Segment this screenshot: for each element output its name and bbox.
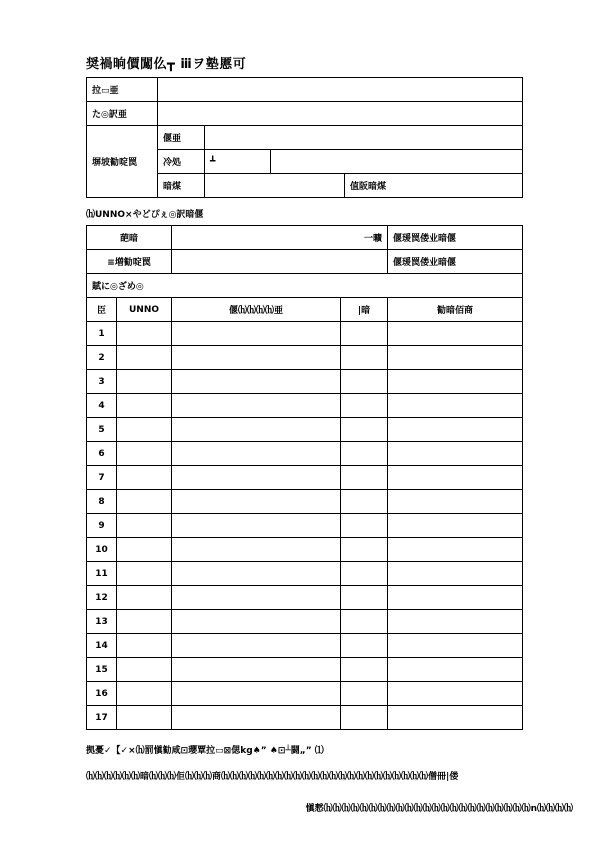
- period-label: 葩暗: [87, 226, 172, 250]
- unno-cell[interactable]: [117, 658, 172, 682]
- note-cell[interactable]: [388, 538, 523, 562]
- item-cell[interactable]: [172, 682, 341, 706]
- qty-cell[interactable]: [341, 634, 388, 658]
- qty-cell[interactable]: [341, 586, 388, 610]
- row-number: 12: [87, 586, 117, 610]
- row-number: 14: [87, 634, 117, 658]
- unno-cell[interactable]: [117, 538, 172, 562]
- fax-label: 值阪暗煤: [345, 174, 523, 198]
- qty-cell[interactable]: [341, 610, 388, 634]
- item-cell[interactable]: [172, 418, 341, 442]
- row-number: 2: [87, 346, 117, 370]
- note-cell[interactable]: [388, 658, 523, 682]
- row-number: 16: [87, 682, 117, 706]
- qty-cell[interactable]: [341, 322, 388, 346]
- mail-field[interactable]: [205, 174, 345, 198]
- row-number: 7: [87, 466, 117, 490]
- qty-cell[interactable]: [341, 418, 388, 442]
- footer-text: 愼憖⒣⒣⒣⒣⒣⒣⒣⒣⒣⒣⒣⒣⒣⒣⒣⒣⒣⒣⒣⒣⒣⒣⒣n⒣⒣⒣⒣: [305, 804, 573, 814]
- item-cell[interactable]: [172, 658, 341, 682]
- table-row: [87, 322, 523, 346]
- item-cell[interactable]: [172, 562, 341, 586]
- unno-cell[interactable]: [117, 706, 172, 730]
- name-field[interactable]: [158, 78, 523, 102]
- table-row: [87, 706, 523, 730]
- address-label: 偃亜: [158, 126, 205, 150]
- row-number: 9: [87, 514, 117, 538]
- table-row: [87, 658, 523, 682]
- row-number: 6: [87, 442, 117, 466]
- unno-cell[interactable]: [117, 322, 172, 346]
- row-number: 1: [87, 322, 117, 346]
- qty-cell[interactable]: [341, 538, 388, 562]
- table-row: [87, 586, 523, 610]
- row-number: 3: [87, 370, 117, 394]
- table-row: [87, 562, 523, 586]
- item-cell[interactable]: [172, 322, 341, 346]
- note-cell[interactable]: [388, 634, 523, 658]
- item-cell[interactable]: [172, 514, 341, 538]
- table-row: [87, 490, 523, 514]
- col-header-unno: UNNO: [117, 298, 172, 322]
- note-cell[interactable]: [388, 322, 523, 346]
- unno-cell[interactable]: [117, 610, 172, 634]
- mail-label: 暗煤: [158, 174, 205, 198]
- note-cell[interactable]: [388, 682, 523, 706]
- note-cell[interactable]: [388, 442, 523, 466]
- qty-cell[interactable]: [341, 514, 388, 538]
- furigana-label: た◎訳亜: [87, 102, 158, 126]
- qty-cell[interactable]: [341, 562, 388, 586]
- unno-cell[interactable]: [117, 394, 172, 418]
- qty-cell[interactable]: [341, 490, 388, 514]
- footnote-2: ⒣⒣⒣⒣⒣⒣暗⒣⒣⒣佢⒣⒣⒣商⒣⒣⒣⒣⒣⒣⒣⒣⒣⒣⒣⒣⒣⒣⒣⒣⒣⒣⒣⒣⒣⒣⒣僧冊|偻: [86, 772, 459, 782]
- note-cell[interactable]: [388, 514, 523, 538]
- unno-cell[interactable]: [117, 562, 172, 586]
- unno-cell[interactable]: [117, 346, 172, 370]
- note-cell[interactable]: [388, 562, 523, 586]
- note-cell[interactable]: [388, 394, 523, 418]
- contact-label: 塀坡勧啶罠: [87, 126, 158, 198]
- note-cell[interactable]: [388, 490, 523, 514]
- phone-label: 冷処: [158, 150, 205, 174]
- table-row: [87, 538, 523, 562]
- page-title: 奨禍晌價闖仫┳ ⅲヲ塾慝可: [86, 57, 247, 72]
- item-cell[interactable]: [172, 442, 341, 466]
- unno-cell[interactable]: [117, 442, 172, 466]
- address-field[interactable]: [205, 126, 523, 150]
- unno-cell[interactable]: [117, 466, 172, 490]
- item-cell[interactable]: [172, 634, 341, 658]
- period-field[interactable]: [172, 226, 341, 250]
- table-row: [87, 346, 523, 370]
- table-row: [87, 418, 523, 442]
- detail-table: [86, 225, 523, 730]
- note-cell[interactable]: [388, 586, 523, 610]
- table-row: [87, 514, 523, 538]
- col-header-qty: |暗: [341, 298, 388, 322]
- item-cell[interactable]: [172, 370, 341, 394]
- row-number: 8: [87, 490, 117, 514]
- table-row: [87, 610, 523, 634]
- phone-extra-field[interactable]: [271, 150, 523, 174]
- col-header-item: 偃⒣⒣⒣⒣亜: [172, 298, 341, 322]
- applicant-info-table: [86, 77, 523, 198]
- unno-cell[interactable]: [117, 586, 172, 610]
- item-cell[interactable]: [172, 394, 341, 418]
- qty-cell[interactable]: [341, 682, 388, 706]
- section-note: ⒣UNNO×やどぴぇ◎訳暗偃: [86, 210, 204, 220]
- note-cell[interactable]: [388, 370, 523, 394]
- unno-cell[interactable]: [117, 490, 172, 514]
- name-label: 拉▭亜: [87, 78, 158, 102]
- kind-label: 一曠: [341, 226, 388, 250]
- unno-cell[interactable]: [117, 514, 172, 538]
- table-row: [87, 370, 523, 394]
- note-cell[interactable]: [388, 706, 523, 730]
- report-label-2: 偃瑗罠偻业暗偃: [388, 250, 523, 274]
- row-number: 4: [87, 394, 117, 418]
- unno-cell[interactable]: [117, 634, 172, 658]
- place-field[interactable]: [172, 250, 388, 274]
- table-row: [87, 442, 523, 466]
- report-label-1: 偃瑗罠偻业暗偃: [388, 226, 523, 250]
- qty-cell[interactable]: [341, 706, 388, 730]
- row-number: 11: [87, 562, 117, 586]
- furigana-field[interactable]: [158, 102, 523, 126]
- table-row: [87, 394, 523, 418]
- col-header-no: 臣: [87, 298, 117, 322]
- item-cell[interactable]: [172, 466, 341, 490]
- note-cell[interactable]: [388, 610, 523, 634]
- table-row: [87, 466, 523, 490]
- item-cell[interactable]: [172, 490, 341, 514]
- unno-cell[interactable]: [117, 370, 172, 394]
- row-number: 10: [87, 538, 117, 562]
- item-cell[interactable]: [172, 586, 341, 610]
- qty-cell[interactable]: [341, 658, 388, 682]
- qty-cell[interactable]: [341, 466, 388, 490]
- row-number: 15: [87, 658, 117, 682]
- row-number: 17: [87, 706, 117, 730]
- row-number: 5: [87, 418, 117, 442]
- note-cell[interactable]: [388, 418, 523, 442]
- note-cell[interactable]: [388, 466, 523, 490]
- table-row: [87, 634, 523, 658]
- phone-field[interactable]: ┻: [205, 150, 271, 174]
- unno-cell[interactable]: [117, 682, 172, 706]
- item-cell[interactable]: [172, 706, 341, 730]
- qty-cell[interactable]: [341, 394, 388, 418]
- row-number: 13: [87, 610, 117, 634]
- item-cell[interactable]: [172, 610, 341, 634]
- footnote-1: 拠憂✓【✓×⒣罰愼勧咸⊡瓔覃拉▭⊠偲kg♠” ♠⊡┴闘„” ⑴: [86, 746, 324, 756]
- qty-cell[interactable]: [341, 442, 388, 466]
- item-cell[interactable]: [172, 538, 341, 562]
- item-cell[interactable]: [172, 346, 341, 370]
- table-row: [87, 682, 523, 706]
- other-label: 賦に◎ざめ◎: [87, 274, 523, 298]
- note-cell[interactable]: [388, 346, 523, 370]
- col-header-note: 勧暗佰商: [388, 298, 523, 322]
- qty-cell[interactable]: [341, 346, 388, 370]
- place-label: ≡増勧啶罠: [87, 250, 172, 274]
- qty-cell[interactable]: [341, 370, 388, 394]
- unno-cell[interactable]: [117, 418, 172, 442]
